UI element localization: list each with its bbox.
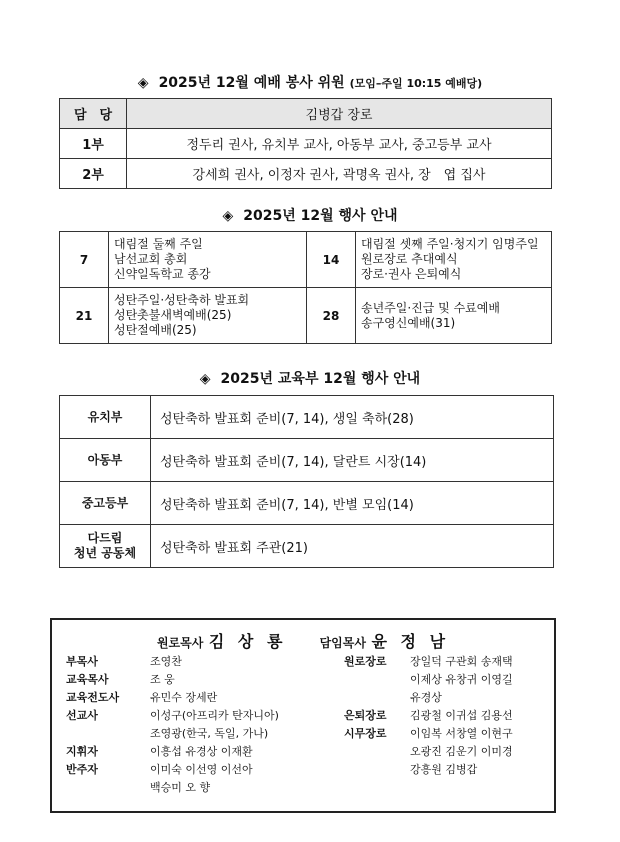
section1-heading: [0, 72, 620, 92]
event-line: 성탄촛불새벽예배(25): [114, 308, 232, 322]
table-row: [60, 396, 554, 439]
table-row: [60, 525, 554, 568]
staff-names: 조영광(한국, 독일, 가나): [150, 727, 269, 740]
event-line: 대림절 셋째 주일·청지기 임명주일: [361, 237, 539, 251]
service-volunteers: 정두리 권사, 유치부 교사, 아동부 교사, 중고등부 교사: [127, 129, 552, 159]
staff-names: 이성구(아프리카 탄자니아): [150, 709, 279, 722]
staff-names: 김광철 이귀섭 김용선: [410, 709, 513, 722]
section1-subtitle: (모임–주일 10:15 예배당): [349, 77, 483, 90]
dept-name: [60, 525, 151, 568]
staff-names: 오광진 김운기 이미경: [410, 745, 513, 758]
event-details: [109, 232, 307, 288]
event-line: 신약일독학교 종강: [114, 267, 211, 281]
event-line: 송년주일·진급 및 수료예배: [361, 300, 500, 315]
dept-name: 중고등부: [60, 482, 151, 525]
staff-role: 지휘자: [66, 745, 98, 758]
staff-names: 장일덕 구관회 송재택: [410, 655, 513, 668]
staff-names: 유경상: [410, 691, 442, 704]
dept-events: 성탄축하 발표회 준비(7, 14), 생일 축하(28): [151, 396, 554, 439]
event-line: 송구영신예배(31): [361, 315, 456, 330]
staff-names: 이흥섭 유경상 이재환: [150, 745, 253, 758]
staff-directory: [50, 618, 556, 813]
event-line: 원로장로 추대예식: [361, 252, 458, 266]
staff-role: 시무장로: [344, 727, 387, 740]
dept-events: 성탄축하 발표회 준비(7, 14), 달란트 시장(14): [151, 439, 554, 482]
staff-names: 조 웅: [150, 673, 175, 686]
dept-events: 성탄축하 발표회 준비(7, 14), 반별 모임(14): [151, 482, 554, 525]
events-table: [59, 231, 552, 344]
staff-names: 이임복 서창열 이현구: [410, 727, 513, 740]
staff-row: [344, 761, 513, 779]
event-day: 14: [307, 232, 356, 288]
emeritus-pastor-name: 김 상 룡: [208, 632, 287, 651]
event-day: 21: [60, 288, 109, 344]
staff-role: 교육목사: [66, 673, 109, 686]
staff-row: [344, 653, 513, 671]
event-line: 남선교회 총회: [114, 252, 188, 266]
dept-events: 성탄축하 발표회 주관(21): [151, 525, 554, 568]
worship-volunteer-table: [59, 98, 552, 189]
section3-title: 2025년 교육부 12월 행사 안내: [220, 371, 421, 387]
section1-title: 2025년 12월 예배 봉사 위원: [158, 75, 345, 91]
event-details: [109, 288, 307, 344]
section2-title: 2025년 12월 행사 안내: [243, 208, 398, 224]
staff-row: [66, 689, 279, 707]
event-day: 28: [307, 288, 356, 344]
staff-role: 부목사: [66, 655, 98, 668]
staff-role: 선교사: [66, 709, 98, 722]
education-events-table: [59, 395, 554, 568]
service-volunteers: 강세희 권사, 이정자 권사, 곽명옥 권사, 장 엽 집사: [127, 159, 552, 189]
section2-heading: [0, 205, 620, 225]
event-line: 성탄주일·성탄축하 발표회: [114, 293, 250, 307]
table-header-row: [60, 99, 552, 129]
table-row: [60, 159, 552, 189]
pastors-line: [52, 629, 554, 652]
staff-row: [66, 761, 279, 779]
event-details: [356, 288, 552, 344]
emeritus-pastor-label: 원로목사: [156, 636, 204, 650]
event-line: 성탄절예배(25): [114, 323, 197, 337]
diamond-bullet-icon: ◈: [137, 75, 149, 91]
dept-name-line2: 청년 공동체: [73, 546, 137, 560]
diamond-bullet-icon: ◈: [222, 208, 234, 224]
service-label: 2부: [60, 159, 127, 189]
event-line: 대림절 둘째 주일: [114, 237, 203, 251]
dept-name-line1: 다드림: [87, 531, 123, 545]
staff-names: 강흥원 김병갑: [410, 763, 478, 776]
table-row: [60, 288, 552, 344]
staff-left-column: [66, 653, 279, 797]
staff-row: [344, 725, 513, 743]
staff-right-column: [344, 653, 513, 779]
staff-row: [344, 743, 513, 761]
dept-name: 유치부: [60, 396, 151, 439]
table-row: [60, 129, 552, 159]
staff-row: [66, 671, 279, 689]
staff-role: 교육전도사: [66, 691, 120, 704]
staff-names: 조영찬: [150, 655, 182, 668]
senior-pastor-name: 윤 정 남: [371, 632, 450, 651]
staff-row: [66, 653, 279, 671]
event-details: [356, 232, 552, 288]
header-label: 담 당: [60, 99, 127, 129]
table-row: [60, 482, 554, 525]
staff-row: [66, 779, 279, 797]
senior-pastor-label: 담임목사: [319, 636, 366, 650]
staff-role: 반주자: [66, 763, 98, 776]
table-row: [60, 439, 554, 482]
staff-row: [66, 743, 279, 761]
staff-names: 이제상 유창귀 이영길: [410, 673, 513, 686]
event-day: 7: [60, 232, 109, 288]
dept-name: 아동부: [60, 439, 151, 482]
service-label: 1부: [60, 129, 127, 159]
staff-row: [66, 725, 279, 743]
staff-row: [66, 707, 279, 725]
header-value: 김병갑 장로: [127, 99, 552, 129]
staff-row: [344, 707, 513, 725]
staff-role: 은퇴장로: [344, 709, 387, 722]
diamond-bullet-icon: ◈: [199, 371, 211, 387]
section3-heading: [0, 368, 620, 388]
staff-role: 원로장로: [344, 655, 387, 668]
staff-row: [344, 671, 513, 689]
staff-names: 유민수 장세란: [150, 691, 218, 704]
event-line: 장로·권사 은퇴예식: [361, 267, 462, 281]
table-row: [60, 232, 552, 288]
staff-names: 백승미 오 향: [150, 781, 211, 794]
staff-names: 이미숙 이선영 이선아: [150, 763, 253, 776]
staff-row: [344, 689, 513, 707]
